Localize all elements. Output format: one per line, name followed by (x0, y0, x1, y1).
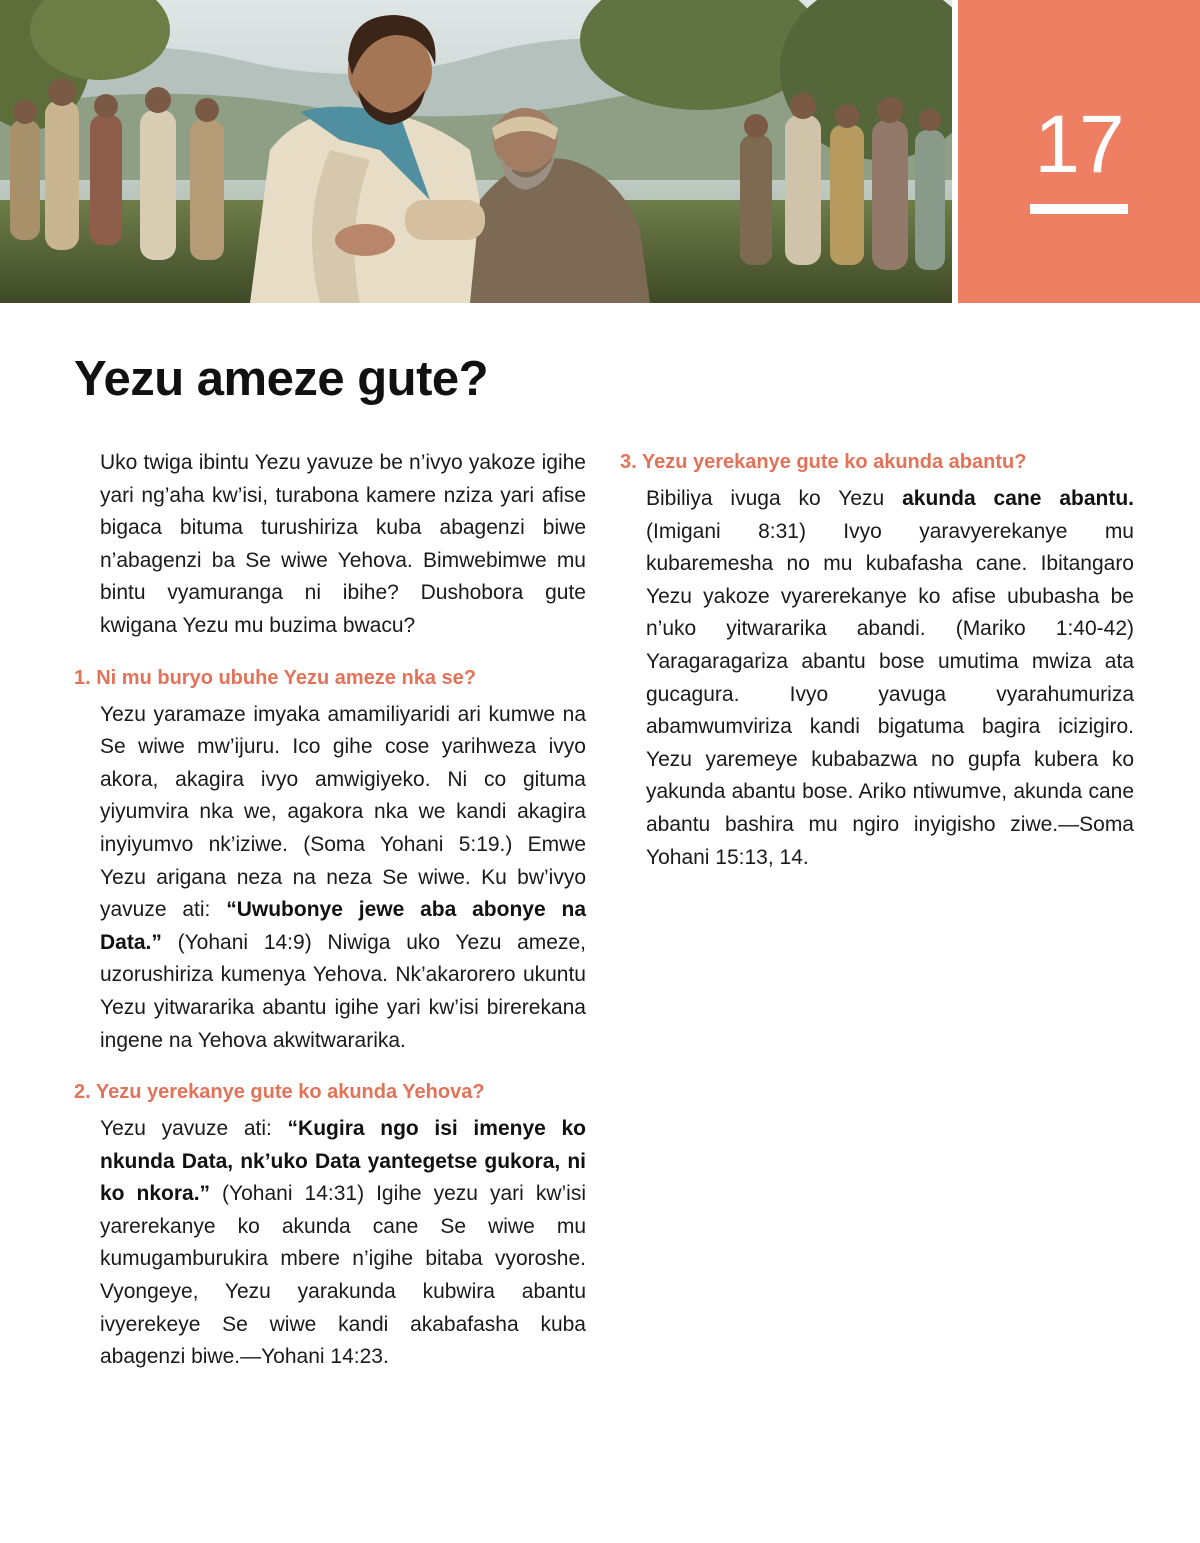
section-2-paragraph (100, 1113, 586, 1374)
chapter-underline (1030, 204, 1128, 214)
section-1-quote: “Uwubonye jewe aba abonye na Data.” (100, 898, 586, 954)
section-3-question: 3. Yezu yerekanye gute ko akunda abantu? (620, 451, 1027, 473)
page-title: Yezu ameze gute? (74, 352, 489, 406)
section-2-quote: “Kugira ngo isi imenye ko nkunda Data, nk’uko Data yantegetse gukora, ni ko nkora.” (100, 1117, 586, 1206)
section-1-text-a: Yezu yaramaze imyaka amamiliyaridi ari kumwe na Se wiwe mw’ijuru. Ico gihe cose yarihweza ivyo akora, akagira ivyo amwigiyeko. Ni co gituma yiyumvira nka we, agakora nka we kandi akagira inyiyumvo nk’iziwe. (Soma Yohani 5:19.) Emwe Yezu arigana neza na neza Se wiwe. Ku bw’ivyo yavuze ati: (100, 702, 586, 922)
section-3-emphasis: akunda cane abantu. (902, 487, 1134, 510)
section-2-text-b: (Yohani 14:31) Igihe yezu yari kw’isi yarerekanye ko akunda cane Se wiwe mu kumugamburukira mbere n’igihe bitaba vyoroshe. Vyongeye, Yezu yarakunda kubwira abantu ivyerekeye Se wiwe kandi akabafasha kuba abagenzi biwe.—Yohani 14:23. (100, 1182, 586, 1369)
chapter-number: 17 (1034, 99, 1124, 190)
section-3-text-a: Bibiliya ivuga ko Yezu (646, 487, 903, 510)
section-2-text-a: Yezu yavuze ati: (100, 1117, 288, 1141)
section-1-text-b: (Yohani 14:9) Niwiga uko Yezu ameze, uzorushiriza kumenya Yehova. Nk’akarorero ukuntu Yezu yitwararika abantu igihe yari kw’isi birerekana ingene na Yehova akwitwararika. (100, 930, 586, 1052)
chapter-badge (958, 0, 1200, 303)
intro-paragraph: Uko twiga ibintu Yezu yavuze be n’ivyo yakoze igihe yari ng’aha kw’isi, turabona kamere nziza yari afise bigaca bituma turushiriza kuba abagenzi biwe n’abagenzi ba Se wiwe Yehova. Bimwebimwe mu bintu vyamuranga ni ibihe? Dushobora gute kwigana Yezu mu buzima bwacu? (100, 451, 586, 637)
header-illustration (0, 0, 952, 303)
section-1-question: 1. Ni mu buryo ubuhe Yezu ameze nka se? (74, 666, 476, 689)
section-1-paragraph (100, 699, 586, 1058)
right-column (620, 447, 1134, 874)
section-3-text-b: (Imigani 8:31) Ivyo yaravyerekanye mu kubaremesha no mu kubafasha cane. Ibitangaro Yezu yakoze vyarerekanye ko afise ububasha be n’uko yitwararika abandi. (Mariko 1:40-42) Yaragaragariza abantu bose umutima mwiza ata gucagura. Ivyo yavuga vyarahumuriza abamwumviriza kandi bigatuma bagira icizigiro. Yezu yaremeye kubabazwa no gupfa kubera ko yakunda abantu bose. Ariko ntiwumve, akunda cane abantu bashira mu ngiro inyigisho ziwe.—Soma Yohani 15:13, 14. (646, 519, 1134, 869)
section-3-paragraph (646, 483, 1134, 874)
section-2-question: 2. Yezu yerekanye gute ko akunda Yehova? (74, 1081, 485, 1104)
left-column (74, 447, 586, 1374)
